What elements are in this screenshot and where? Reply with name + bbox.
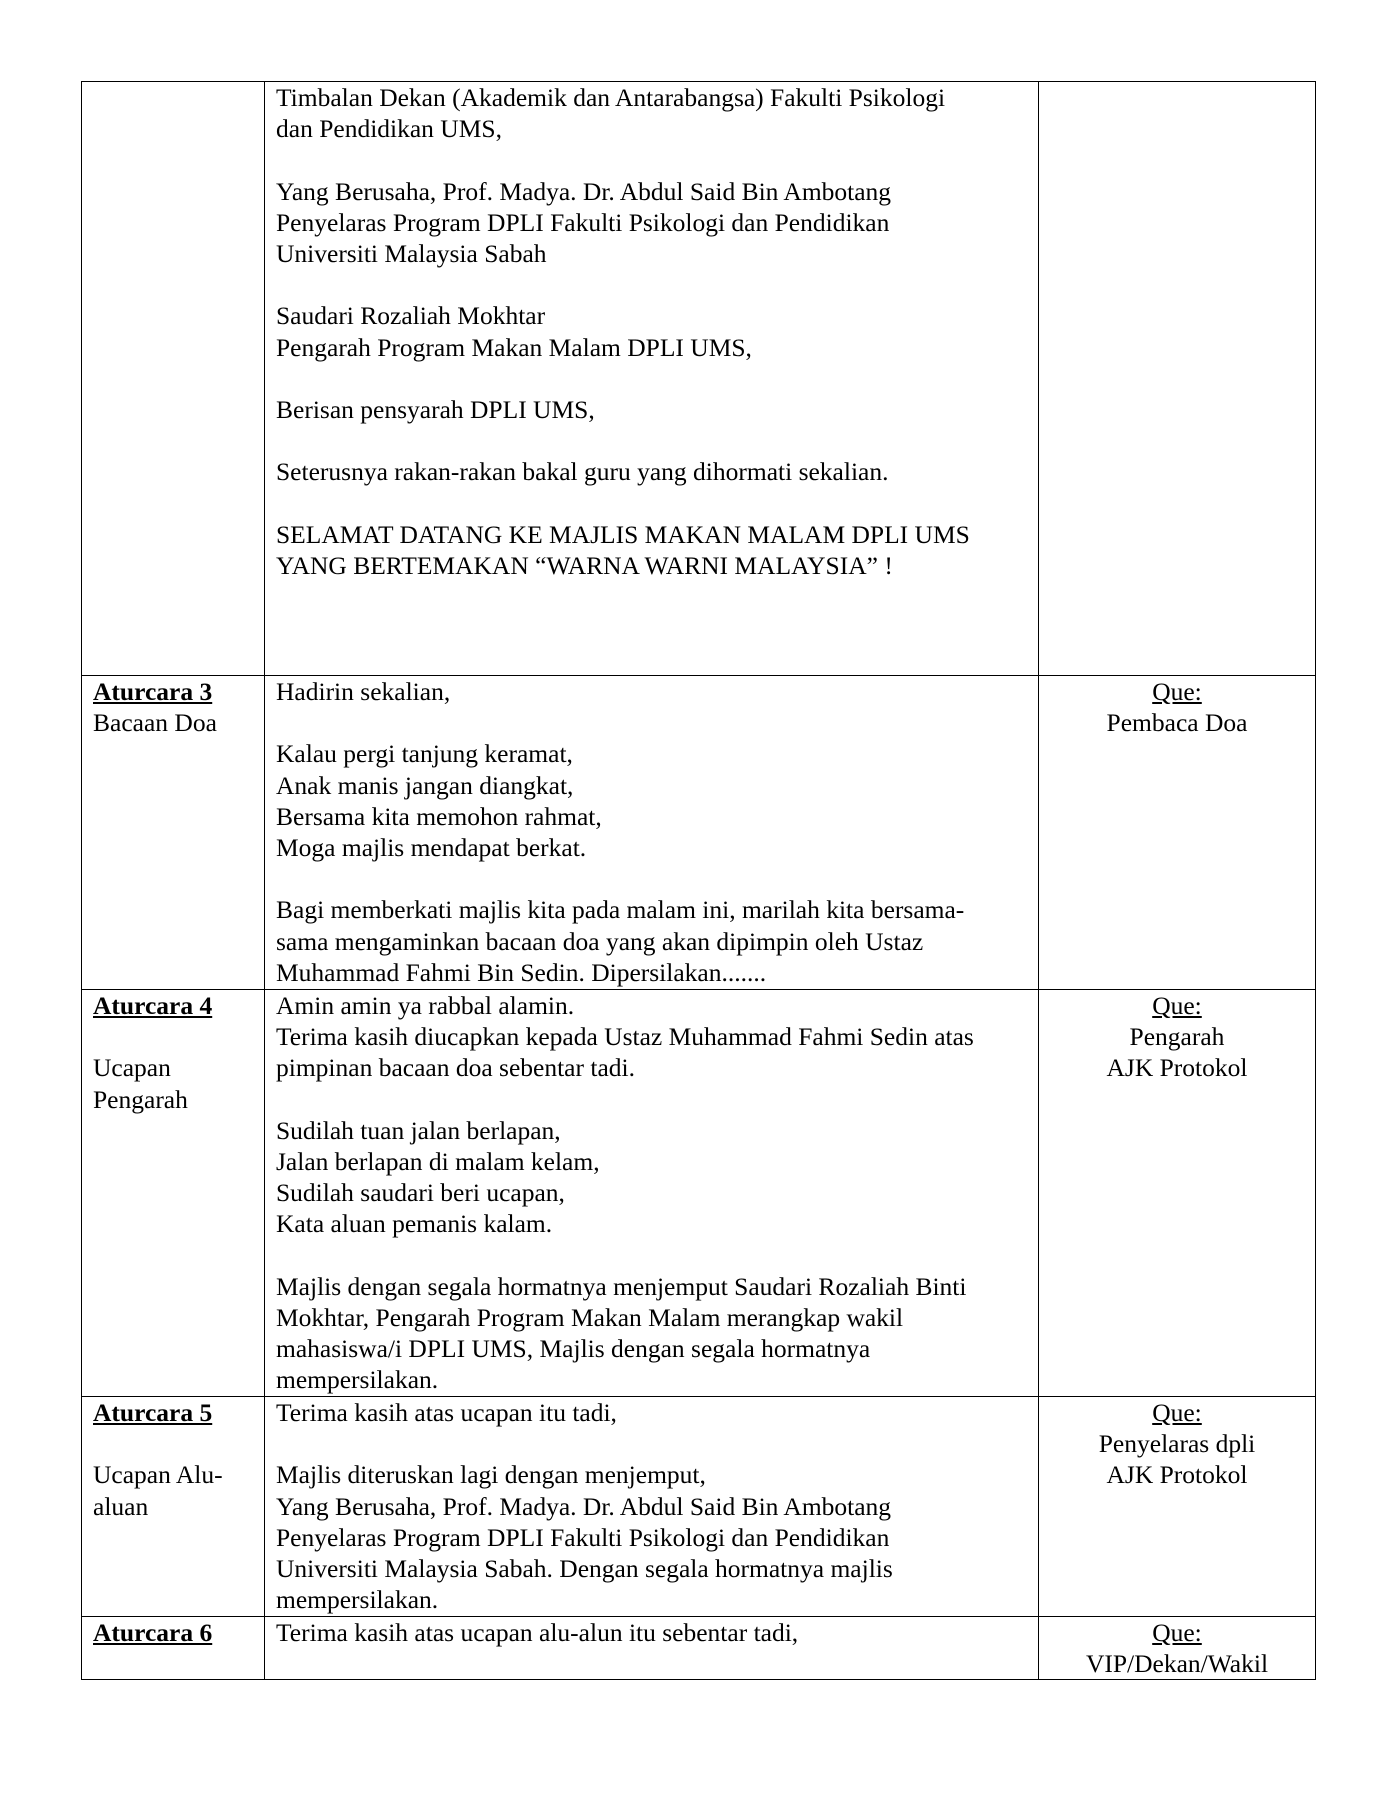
script-line: Bagi memberkati majlis kita pada malam ini, marilah kita bersama- <box>276 895 965 925</box>
agenda-row <box>82 990 1316 1397</box>
script-line: Universiti Malaysia Sabah. Dengan segala hormatnya majlis <box>276 1554 893 1583</box>
agenda-row <box>82 1617 1316 1680</box>
script-line: Terima kasih atas ucapan alu-alun itu sebentar tadi, <box>276 1618 799 1647</box>
blank-line <box>276 488 1038 519</box>
script-line: Mokhtar, Pengarah Program Makan Malam merangkap wakil <box>276 1303 904 1332</box>
script-line: dan Pendidikan UMS, <box>276 114 502 144</box>
script-line: YANG BERTEMAKAN “WARNA WARNI MALAYSIA” ! <box>276 550 893 580</box>
script-cell <box>265 1617 1039 1680</box>
event-description-line: Bacaan Doa <box>93 708 217 738</box>
script-line: SELAMAT DATANG KE MAJLIS MAKAN MALAM DPLI UMS <box>276 519 970 549</box>
script-line: Sudilah saudari beri ucapan, <box>276 1178 565 1208</box>
event-cell <box>82 1617 265 1680</box>
script-line: Penyelaras Program DPLI Fakulti Psikologi dan Pendidikan <box>276 1522 890 1552</box>
script-line: mempersilakan. <box>276 1585 439 1615</box>
script-line: Sudilah tuan jalan berlapan, <box>276 1115 561 1145</box>
cue-cell <box>1039 82 1316 676</box>
script-line: Penyelaras Program DPLI Fakulti Psikologi dan Pendidikan <box>276 207 890 237</box>
cue-line: AJK Protokol <box>1106 1460 1248 1490</box>
script-line: Majlis diteruskan lagi dengan menjemput, <box>276 1460 706 1490</box>
blank-line <box>276 269 1038 300</box>
script-cell <box>265 1397 1039 1617</box>
cue-label: Que: <box>1152 677 1202 706</box>
agenda-row <box>82 676 1316 990</box>
script-cell <box>265 676 1039 990</box>
event-title: Aturcara 6 <box>93 1618 213 1647</box>
script-line: Muhammad Fahmi Bin Sedin. Dipersilakan....... <box>276 957 767 987</box>
script-line: mempersilakan. <box>276 1365 439 1395</box>
cue-label: Que: <box>1152 991 1202 1020</box>
script-line: Hadirin sekalian, <box>276 677 451 706</box>
script-line: Saudari Rozaliah Mokhtar <box>276 301 546 331</box>
script-line: Universiti Malaysia Sabah <box>276 239 547 268</box>
cue-line: Pembaca Doa <box>1106 708 1248 738</box>
script-line: Berisan pensyarah DPLI UMS, <box>276 394 595 424</box>
script-line: Bersama kita memohon rahmat, <box>276 801 602 831</box>
event-cell <box>82 676 265 990</box>
script-line: Timbalan Dekan (Akademik dan Antarabangsa) Fakulti Psikologi <box>276 83 946 112</box>
blank-line <box>93 1021 264 1052</box>
cue-line: Pengarah <box>1129 1022 1225 1052</box>
cue-cell <box>1039 990 1316 1397</box>
event-description-line: Pengarah <box>93 1084 188 1114</box>
cue-label: Que: <box>1152 1398 1202 1427</box>
script-cell <box>265 82 1039 676</box>
event-cell <box>82 990 265 1397</box>
agenda-row <box>82 82 1316 676</box>
script-line: Kata aluan pemanis kalam. <box>276 1209 553 1239</box>
agenda-row <box>82 1397 1316 1617</box>
script-line: Yang Berusaha, Prof. Madya. Dr. Abdul Said Bin Ambotang <box>276 1491 892 1521</box>
script-line: Seterusnya rakan-rakan bakal guru yang dihormati sekalian. <box>276 457 889 487</box>
script-cell <box>265 990 1039 1397</box>
event-title: Aturcara 4 <box>93 991 213 1020</box>
script-line: sama mengaminkan bacaan doa yang akan dipimpin oleh Ustaz <box>276 926 924 956</box>
blank-line <box>93 1428 264 1459</box>
script-line: Anak manis jangan diangkat, <box>276 770 574 800</box>
cue-cell <box>1039 1397 1316 1617</box>
cue-cell <box>1039 676 1316 990</box>
blank-line <box>276 425 1038 456</box>
script-line: Kalau pergi tanjung keramat, <box>276 739 573 769</box>
agenda-table <box>81 81 1316 1680</box>
script-line: Majlis dengan segala hormatnya menjemput Saudari Rozaliah Binti <box>276 1271 967 1301</box>
event-title: Aturcara 5 <box>93 1398 213 1427</box>
script-line: Pengarah Program Makan Malam DPLI UMS, <box>276 332 752 362</box>
script-line: Terima kasih diucapkan kepada Ustaz Muhammad Fahmi Sedin atas <box>276 1022 974 1052</box>
event-description-line: aluan <box>93 1491 149 1521</box>
event-title: Aturcara 3 <box>93 677 213 706</box>
blank-line <box>276 863 1038 894</box>
cue-line: AJK Protokol <box>1106 1053 1248 1083</box>
script-line: Terima kasih atas ucapan itu tadi, <box>276 1398 617 1427</box>
cue-cell <box>1039 1617 1316 1680</box>
blank-line <box>276 1428 1038 1459</box>
script-line: Amin amin ya rabbal alamin. <box>276 991 575 1020</box>
cue-label: Que: <box>1152 1618 1202 1647</box>
event-description-line: Ucapan Alu- <box>93 1460 223 1490</box>
blank-line <box>276 144 1038 175</box>
cue-line: Penyelaras dpli <box>1098 1429 1256 1459</box>
script-line: Moga majlis mendapat berkat. <box>276 833 587 862</box>
script-line: pimpinan bacaan doa sebentar tadi. <box>276 1053 635 1083</box>
script-line: Yang Berusaha, Prof. Madya. Dr. Abdul Said Bin Ambotang <box>276 176 892 206</box>
agenda-table-body <box>82 82 1316 1680</box>
event-description-line: Ucapan <box>93 1053 171 1083</box>
script-line: mahasiswa/i DPLI UMS, Majlis dengan segala hormatnya <box>276 1334 871 1364</box>
blank-line <box>276 1084 1038 1115</box>
event-cell <box>82 1397 265 1617</box>
blank-line <box>276 1240 1038 1271</box>
blank-line <box>276 707 1038 738</box>
blank-line <box>276 363 1038 394</box>
script-line: Jalan berlapan di malam kelam, <box>276 1147 600 1176</box>
event-cell <box>82 82 265 676</box>
cue-line: VIP/Dekan/Wakil <box>1085 1649 1269 1679</box>
